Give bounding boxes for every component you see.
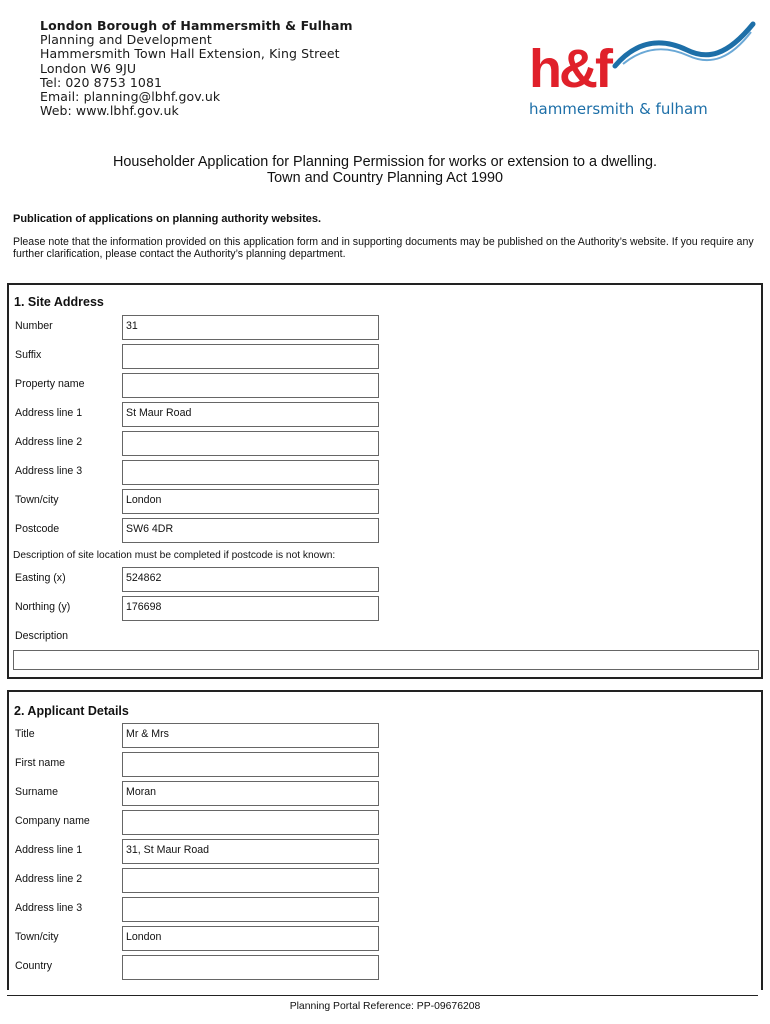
organisation-details <box>40 19 353 118</box>
field-label: Company name <box>15 815 90 827</box>
description-field[interactable] <box>13 650 759 670</box>
field-row <box>9 810 761 835</box>
field-row <box>9 781 761 806</box>
site-postcode-field[interactable]: SW6 4DR <box>122 518 379 543</box>
site-address-line-3-field[interactable] <box>122 460 379 485</box>
field-label: Property name <box>15 378 85 390</box>
field-label: Northing (y) <box>15 601 71 613</box>
site-address-line-2-field[interactable] <box>122 431 379 456</box>
field-row <box>9 518 761 543</box>
field-label: Address line 3 <box>15 465 83 477</box>
applicant-country-field[interactable] <box>122 955 379 980</box>
field-row <box>9 752 761 777</box>
field-row <box>9 723 761 748</box>
email: Email: planning@lbhf.gov.uk <box>40 89 221 105</box>
logo-name: hammersmith & fulham <box>529 100 708 118</box>
field-label: Address line 2 <box>15 436 83 448</box>
location-note: Description of site location must be completed if postcode is not known: <box>13 550 336 561</box>
field-row <box>9 373 761 398</box>
site-number-field[interactable]: 31 <box>122 315 379 340</box>
form-title-line-2: Town and Country Planning Act 1990 <box>266 170 503 186</box>
portal-reference: Planning Portal Reference: PP-09676208 <box>289 1001 481 1012</box>
field-label: Number <box>15 320 53 332</box>
field-label: Country <box>15 960 53 972</box>
description-label: Description <box>15 630 68 642</box>
section-title: 2. Applicant Details <box>14 704 129 718</box>
field-row <box>9 868 761 893</box>
field-row <box>9 897 761 922</box>
field-label: Address line 3 <box>15 902 83 914</box>
site-property-name-field[interactable] <box>122 373 379 398</box>
field-row <box>9 839 761 864</box>
address-line-2: London W6 9JU <box>40 60 137 76</box>
department: Planning and Development <box>40 32 212 48</box>
applicant-company-field[interactable] <box>122 810 379 835</box>
footer-divider <box>7 995 758 996</box>
field-label: First name <box>15 757 66 769</box>
field-row <box>9 489 761 514</box>
field-label: Suffix <box>15 349 42 361</box>
field-label: Town/city <box>15 931 59 943</box>
site-address-section <box>7 283 763 679</box>
field-row <box>9 460 761 485</box>
field-row <box>9 344 761 369</box>
field-label: Postcode <box>15 523 60 535</box>
logo-letters: h&f <box>529 39 610 99</box>
publication-text: Please note that the information provided on this application form and in supporting documents may be published on the Authority’s website. If you require any further clarification, please contact the Authority’s planning department. <box>13 236 754 260</box>
section-title: 1. Site Address <box>14 295 104 309</box>
field-row <box>9 596 761 621</box>
field-label: Surname <box>15 786 58 798</box>
form-title <box>0 154 770 186</box>
applicant-town-field[interactable]: London <box>122 926 379 951</box>
northing-field[interactable]: 176698 <box>122 596 379 621</box>
field-row <box>9 567 761 592</box>
field-row <box>9 955 761 980</box>
applicant-details-section <box>7 690 763 990</box>
applicant-address-line-2-field[interactable] <box>122 868 379 893</box>
website: Web: www.lbhf.gov.uk <box>40 103 179 119</box>
applicant-title-field[interactable]: Mr & Mrs <box>122 723 379 748</box>
applicant-first-name-field[interactable] <box>122 752 379 777</box>
org-name: London Borough of Hammersmith & Fulham <box>40 18 353 33</box>
address-line-1: Hammersmith Town Hall Extension, King Street <box>40 46 340 62</box>
site-town-field[interactable]: London <box>122 489 379 514</box>
applicant-address-line-3-field[interactable] <box>122 897 379 922</box>
site-suffix-field[interactable] <box>122 344 379 369</box>
field-row <box>9 315 761 340</box>
publication-heading: Publication of applications on planning authority websites. <box>13 213 322 225</box>
hf-logo <box>527 20 757 120</box>
site-address-line-1-field[interactable]: St Maur Road <box>122 402 379 427</box>
applicant-surname-field[interactable]: Moran <box>122 781 379 806</box>
applicant-address-line-1-field[interactable]: 31, St Maur Road <box>122 839 379 864</box>
field-label: Address line 1 <box>15 407 83 419</box>
field-row <box>9 402 761 427</box>
telephone: Tel: 020 8753 1081 <box>40 74 163 90</box>
form-title-line-1: Householder Application for Planning Permission for works or extension to a dwelling. <box>113 154 657 170</box>
easting-field[interactable]: 524862 <box>122 567 379 592</box>
field-label: Address line 2 <box>15 873 83 885</box>
field-label: Title <box>15 728 35 740</box>
field-label: Address line 1 <box>15 844 83 856</box>
field-row <box>9 431 761 456</box>
field-label: Easting (x) <box>15 572 66 584</box>
field-label: Town/city <box>15 494 59 506</box>
field-row <box>9 926 761 951</box>
